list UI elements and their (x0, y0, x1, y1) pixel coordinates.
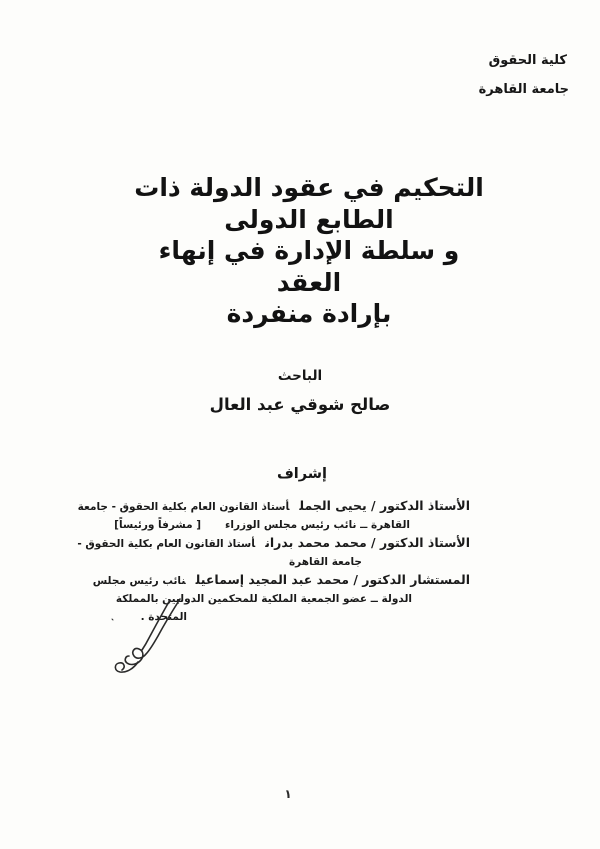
supervisor-role-line2: الدولة ــ عضو الجمعية الملكية للمحكمين الدوليين بالمملكة (115, 592, 412, 605)
supervisor-entry (68, 497, 470, 534)
supervisor-role-line2: جامعة القاهرة (288, 555, 362, 568)
handwritten-signature (104, 597, 190, 681)
title-line-4: العقد (276, 267, 342, 297)
thesis-title (0, 172, 600, 330)
supervisor-role-continued (68, 553, 470, 572)
supervisor-role-tag: [ مشرفاً ورئيساً] (114, 518, 202, 531)
supervisor-role: أستاذ القانون العام بكلية الحقوق - (77, 538, 256, 550)
page-number: ١ (284, 787, 292, 801)
supervisor-name-and-role (68, 571, 470, 590)
university-name: جامعة القاهرة (478, 82, 569, 97)
supervisor-role: أستاذ القانون العام بكلية الحقوق - جامعة (77, 501, 290, 513)
supervisor-name-and-role (68, 534, 470, 553)
supervisor-role-continued (68, 516, 470, 535)
supervision-heading: إشراف (276, 466, 328, 482)
supervisor-role-line2: القاهرة ــ نائب رئيس مجلس الوزراء (225, 518, 410, 531)
title-line-2: الطابع الدولى (224, 204, 394, 234)
supervisor-entry (68, 534, 470, 571)
researcher-name: صالح شوقي عبد العال (209, 395, 391, 414)
supervisor-role-line3: المتحدة . (140, 611, 187, 623)
supervisor-name: الأستاذ الدكتور / محمد محمد بدران (265, 535, 470, 550)
supervisor-role: نائب رئيس مجلس (92, 575, 186, 587)
title-line-1: التحكيم في عقود الدولة ذات (134, 173, 484, 202)
researcher-label: الباحث (277, 368, 323, 384)
faculty-name: كلية الحقوق (488, 53, 567, 68)
supervisor-name-and-role (68, 497, 470, 516)
supervisor-name: المستشار الدكتور / محمد عبد المجيد إسماعيل (195, 572, 470, 587)
signature-scribble (104, 597, 190, 681)
supervisor-name: الأستاذ الدكتور / يحيى الجمل (299, 498, 470, 513)
title-line-3: و سلطة الإدارة في إنهاء (158, 236, 460, 265)
title-line-5: بإرادة منفردة (226, 299, 392, 328)
institution-header (479, 52, 567, 99)
